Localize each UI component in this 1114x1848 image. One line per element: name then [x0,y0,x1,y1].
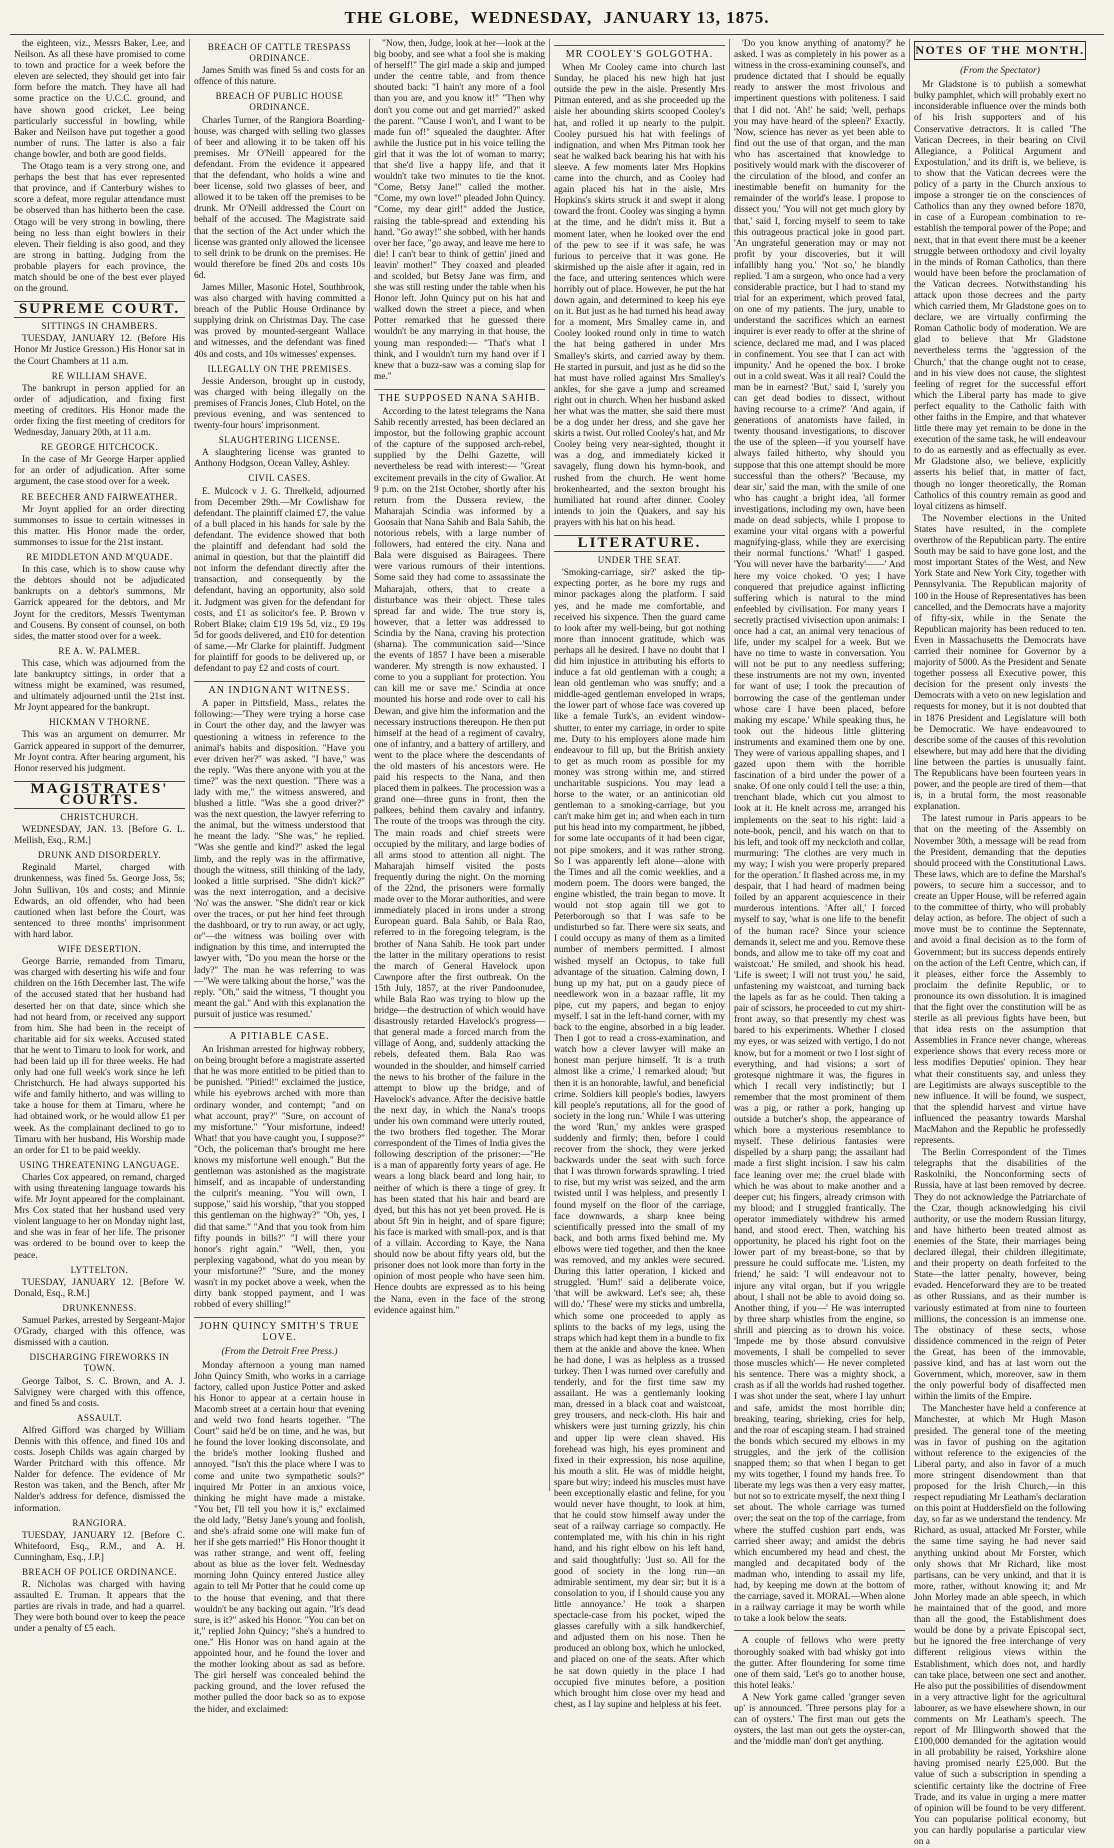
slaughter-text: A slaughtering license was granted to Anthony Hodgson, Ocean Valley, Ashley. [194,448,365,470]
case-text-hitchcock: In the case of Mr George Harper applied for an order of adjudication. After some argument, the case stood over for a week. [14,455,185,488]
cattle-trespass-heading: BREACH OF CATTLE TRESPASS ORDINANCE. [207,42,352,64]
slaughter-heading: SLAUGHTERING LICENSE. [218,435,341,446]
paper-name: THE GLOBE, [344,8,460,27]
police-ordinance-text: R. Nicholas was charged with having assaulted E. Truman. It appears that the parties are rivals in trade, and had a quarrel. They were both bound over to keep the peace under a penalty of £5 each. [14,1580,185,1635]
column-3 [370,39,550,1491]
threatening-heading: USING THREATENING LANGUAGE. [19,1159,180,1170]
true-love-text: Monday afternoon a young man named John Quincy Smith, who works in a carriage factory, called upon Justice Potter and asked his Honor to appear at a certain house in Macomb street at a certain hour that evening and weld two fond hearts together. "The Court" said he'd be on time, and he was, but he found the lover looking disconsolate, and the bride's mother looking flushed and annoyed. "Isn't this the place where I was to come and unite two sympathetic souls?" inquired Mr Potter in an anxious voice, thinking he might have made a mistake. "You bet, I'll tell you how it is," exclaimed the old lady, "Betsy Jane's young and foolish, and she's afraid some one will make fun of her if she gets married!" His Honor thought it was rather strange, and went off, feeling about as blue as the lover felt. Wednesday morning John Quincy entered Justice alley again to tell Mr Potter that he could come up to the house that evening, and that there wouldn't be any backing out again. "It's dead sure, is it?" asked his Honor. "You can bet on it," replied John Quincy; "she's a hundred to one." His Honor was on hand again at the appointed hour, and he found the lover and the mother looking about as sad as before. The girl herself was concealed behind the packing ground, and the lover refused the mother pulled the door back so as to expose the hider, and exclaimed: [194,1360,365,1715]
notes-berlin: The Berlin Correspondent of the Times telegraphs that the disabilities of the Raskolniki, the Nonconforming sects of Russia, have at last been removed by decree. They do not acknowledge the Patriarchate of the Czar, though acknowledging his civil authority, or use the modern Russian liturgy, and have hitherto been treated almost as enemies of the State, their marriages being declared illegal, their children illegitimate, and their property on death forfeited to the State—the latter penalty, however, being evaded. Henceforward they are to be treated as other Russians, and as their number is variously estimated at from nine to fourteen millions, the concession is an immense one. The obstinacy of these sects, whose dissidence commenced in the reign of Peter the Great, has been of the immovable, passive kind, and has at last worn out the Government, which, moreover, saw in them the only powerful body of disaffected men within the limits of the Empire. [914,1148,1086,1403]
column-5 [730,39,910,1748]
column-1 [10,39,190,1635]
cricket-paragraph-2: The Otago team is a very strong one, and perhaps the best that has ever represented that province, and if Canterbury wishes to score a defeat, more regular attendance must be observed than has hitherto been the case. Otago will be very strong in bowling, there being no less than eight bowlers in their eleven. Their fielding is also good, and they are strong in batting. Judging from the probable players for each province, the match should be one of the best ever played on the ground. [14,162,185,295]
paper-date: JANUARY 13, 1875. [603,8,770,27]
case-heading-middleton: RE MIDDLETON AND M'QUADE. [26,552,173,563]
supreme-court-heading: SUPREME COURT. [14,301,185,318]
true-love-heading: JOHN QUINCY SMITH'S TRUE LOVE. [194,1317,365,1343]
cricket-paragraph-1: the eighteen, viz., Messrs Baker, Lee, and Neilson. As all these have promised to come to town and practice for a week before the eleven are selected, they should get into fair form before the match. They have all had some practice on the U.C.C. ground, and have shown good cricket, Lee being particularly successful in bowling, while Baker and Neilson have put together a good number of runs. The latter is also a fair change bowler, and both are good fields. [14,39,185,160]
case-text-palmer: This case, which was adjourned from the late bankruptcy sittings, in order that a witness might be examined, was resumed, and ultimately adjourned until the 21st inst. Mr Joynt appeared for the bankrupt. [14,658,185,714]
fireworks-text: George Talbot, S. C. Brown, and A. J. Salvigney were charged with this offence, and fined 5s and costs. [14,1376,185,1409]
case-text-shave: The bankrupt in person applied for an order of adjudication, and fixing first meeting of creditors. His Honor made the order fixing the first meeting of creditors for Wednesday, January 20th, at 11 a.m. [14,383,185,439]
case-text-middleton: In this case, which is to show cause why the debtors should not be adjudicated bankrupts on a debtor's summons, Mr Garrick appeared for the debtors, and Mr Joynt for the creditors, Messrs Twentyman and Cousens. By consent of counsel, on both sides, the matter stood over for a week. [14,565,185,642]
fireworks-heading: DISCHARGING FIREWORKS IN TOWN. [29,1352,170,1374]
threatening-text: Charles Cox appeared, on remand, charged with using threatening language towards his wife. Mr Joynt appeared for the complainant. Mrs Cox stated that her husband used very violent language to her on Monday night last, and she was in fear of her life. The prisoner was ordered to be bound over to keep the peace. [14,1172,185,1261]
paper-day: WEDNESDAY, [470,8,593,27]
christchurch-subheading: CHRISTCHURCH. [60,812,139,822]
notes-heading: NOTES OF THE MONTH. [914,41,1086,60]
notes-manchester: The Manchester have held a conference at Manchester, at which Mr Hugh Mason presided. The general tone of the meeting was in favor of pushing on the agitation without reference to the exigencies of the Liberal party, and also in favor of a much more stringent disendowment than that proposed for the Irish Church,—in this respect repudiating Mr Leatham's declaration on this point at Huddersfield on the following day, so far as we understand the tendency. Mr Richard, as usual, attacked Mr Forster, while the same time saying he had never said anything unkind about Mr Forster, which only shows that Mr Richard, like most partisans, can be very unkind, and that it is more, rather, without knowing it; and Mr John Morley made an able speech, in which he maintained that of the good, and more than all the good, the Establishment does would be done by a private Episcopal sect, but he ignored the free interchange of very different religious views within the Establishment, which does not, and hardly can take place, between one sect and another. He also put the possibilities of disendowment in a very attractive light for the agricultural labourer, as we have elsewhere shown, in our comments on Mr Leatham's speech. The report of Mr Illingworth showed that the £100,000 demanded for the agitation would in all probability be raised, Yorkshire alone having promised nearly £25,000. But the value of such a subscription in spending a scientific certainty like the doctrine of Free Trade, and its value in urging a mere matter of opinion will be found to be very different. You can popularise political economy, but you can hardly popularise a particular view on a [914,1404,1086,1847]
lyttelton-subheading: LYTTELTON. [70,1264,129,1275]
assault-text: Alfred Gifford was charged by William Dennis with this offence, and fined 10s and costs. Joseph Childs was again charged by Warder Pritchard with this offence. Mr Nalder for defence. The evidence of Mr Reston was taken, and the Bench, after Mr Nalder's address for defence, dismissed the information. [14,1425,185,1514]
indignant-witness-heading: AN INDIGNANT WITNESS. [194,681,365,696]
whisky-anecdote: A couple of fellows who were pretty thoroughly soaked with bad whisky got into the gutter. After floundering for some time one of them said, 'Let's go to another house, this hotel leaks.' [734,1636,905,1691]
drunkenness-text: Samuel Parkes, arrested by Sergeant-Major O'Grady, charged with this offence, was dismissed with a caution. [14,1316,185,1349]
case-heading-shave: RE WILLIAM SHAVE. [51,370,148,381]
case-heading-beecher: RE BEECHER AND FAIRWEATHER. [21,491,178,502]
illegally-text: Jessie Anderson, brought up in custody, was charged with being illegally on the premises of Francis Jones, Club Hotel, on the previous evening, and was sentenced to twenty-four hours' imprisonment. [194,376,365,432]
illegally-heading: ILLEGALLY ON THE PREMISES. [207,363,352,374]
masthead [10,8,1104,35]
rangiora-intro: TUESDAY, JANUARY 12. [Before C. Whitefoord, Esq., R.M., and A. H. Cunningham, Esq., J.P.] [14,1530,185,1563]
pitiable-case-text: An Irishman arrested for highway robbery, on being brought before a magistrate asserted that he was more entitled to be pitied than to be punished. "Pitied!" exclaimed the justice, while his eyebrows arched with more than ordinary wonder, and contempt; "and on what account, pray?" "Sure, on account of my misfortune." "Your misfortune, indeed! What! that you have caught you, I suppose?" "Och, the policeman that's brought me here knows my misfortune well enough." But the gentleman was astonished as the magistrate himself, and as incapable of understanding the culprit's meaning. "You will own, I suppose," said his worship, "that you stopped this gentleman on the highway?" "Oh, yes, I did that same." "And that you took from him fifty pounds in bills?" "I will there your honor's right again." "Well, then, you perplexing vagabond, what do you mean by your misfortune?" "Sure, and the money wasn't in my pocket above a week, when the dirty bank stopped payment, and I was robbed of every shilling!" [194,1045,365,1311]
notes-us-elections: The November elections in the United States have resulted, in the complete overthrow of the Republican party. The entire South may be said to have gone lost, and the most important States of the West, and New York State and New York City, together with Pennsylvania. The Republican majority of 100 in the House of Representatives has been cancelled, and the Democrats have a majority of fifty-six, while in the Senate the Republican majority has been reduced to ten. Even in Massachusetts the Democrats have carried their nominee for Governor by a majority of 5000. As the President and Senate together possess all Executive power, this decision for the present only invests the Democrats with a veto on new legislation and requests for money, but it is not doubted that in 1876 President and Legislature will both be Democratic. We have endeavoured to describe some of the causes of this revolution elsewhere, but may add here that the dividing line between the parties is unusually faint. The Republicans have been fourteen years in power, and the people are tired of them—that is, in a brutal form, the most reasonable explanation. [914,513,1086,813]
drunkenness-heading: DRUNKENNESS. [62,1302,137,1313]
golgotha-heading: MR COOLEY'S GOLGOTHA. [554,45,725,60]
nana-sahib-heading: THE SUPPOSED NANA SAHIB. [374,389,545,404]
golgotha-text: When Mr Cooley came into church last Sunday, he placed his new high hat just outside the pew in the aisle. Presently Mrs Pitman entered, and as she proceeded up the aisle her abounding skirts scooped Cooley's hat, and rolled it up nearly to the pulpit. Cooley pursued his hat with feelings of indignation, and when Mrs Pitman took her seat he walked back bearing his hat with his sleeve. A few moments later Mrs Hopkins came into the church, and as Cooley had again placed his hat in the aisle, Mrs Hopkins's skirts struck it and swept it along toward the front. Cooley was singing a hymn at the time, and he didn't miss it. But a moment later, when he looked over the end of the pew to see if it was safe, he was furious to perceive that it was gone. He skirmished up the aisle after it again, red in the face, and uttering sentences which were horribly out of place. However, he put the hat down again, and determined to keep his eye on it. But just as he had turned his head away for a moment, Mrs Smalley came in, and Cooley looked round only in time to watch the hat being gathered in under Mrs Smalley's skirts, and carried away by them. He started in pursuit, and just as he did so the hat must have rolled against Mrs Smalley's ankles, for she gave a jump and screamed right out in church. When her husband asked her what was the matter, she said there must be a dog under her dress, and she gave her skirts a twist. Out rolled Cooley's hat, and Mr Cooley being very near-sighted, thought it was a dog, and immediately kicked it savagely, flung down his hymn-book, and rushed from the church. He went home brokenhearted, and the sexton brought his humiliated hat round after dinner. Cooley intends to join the Quakers, and say his prayers with his hat on his head. [554,63,725,528]
true-love-continued: "Now, then, Judge, look at her—look at the big booby, and see what a fool she is making of herself!" The girl made a skip and jumped under the centre table, and from thence shouted back: "I hain't any more of a fool than you are, and you know it!" "Then why don't you come out and get married?" asked the parent. "'Cause I won't, and I want to be made fun of!" squealed the daughter. After awhile the Justice put in his voice telling the girl that it was the lot of woman to marry; that she'd live a happy life, and that it wouldn't take two minutes to tie the knot. "Come, Betsy Jane!" called the mother. "Come, my own love!" pleaded John Quincy. "Come, my dear girl!" added the Justice, raising the table-spread and extending his hand. "Go away!" she sobbed, with her hands over her face, "go away, and leave me here to die! I can't bear to think of gettin' jined and leavin' mother!" They coaxed and pleaded and scolded, but Betsy Jane was firm, and she was still resting under the table when his Honor left. John Quincy put on his hat and walked down the street a piece, and when Potter remarked that he guessed there wouldn't be any marrying in that house, the young man responded:— "That's what I think, and I wouldn't turn my hand over if I knew that a buzz-saw was a coming slap for me." [374,39,545,382]
pitiable-case-heading: A PITIABLE CASE. [194,1027,365,1042]
true-love-source: (From the Detroit Free Press.) [221,1346,338,1357]
notes-paris: The latest rumour in Paris appears to be that on the meeting of the Assembly on November 30th, a message will be read from the President, demanding that the deputies should proceed with the Constitutional Laws. These laws, which are to define the Marshal's powers, to secure him a successor, and to create an Upper House, will be referred again to the committee of thirty, who will probably delay action, as before. The object of such a move must be to continue the Septennate, and avoid a final decision as to the form of Government; but its success depends entirely on the action of the Left Centre, which can, if it pleases, either force the Assembly to proclaim the definite Republic, or to pronounce its own dissolution. It is imagined that the fight over the constitution will be as sterile as all previous fights have been, but that idea rests on the assumption that Assemblies in France never change, whereas experience shows that every recess more or less modifies Deputies' opinion. They hear what their constituents say, and unless they are Legitimists are always susceptible to the new influence. It will be found, we suspect, that the splendid harvest and virtue have influenced the peasantry towards Marshal MacMahon and the Republic he professedly represents. [914,814,1086,1147]
magistrates-heading: MAGISTRATES' COURTS. [14,781,185,809]
civil-cases-text: E. Mulcock v J. G. Threlkeld, adjourned from December 29th.—Mr Cowlishaw for defendant. The plaintiff claimed £7, the value of a bull placed in his hands for sale by the defendant. The evidence showed that both the plaintiff and defendant had sold the animal in question, but that the plaintiff did not inform the defendant directly after the transaction, and consequently by the defendant, having an opportunity, also sold it. Judgment was given for the defendant for costs, and £1 as solicitor's fee. P. Brown v Robert Blake; claim £19 19s 5d, viz., £9 19s 5d for goods delivered, and £10 for detention of same.—Mr Clarke for plaintiff. Judgment for plaintiff for goods to be delivered up, or defendant to pay £2 and costs of court. [194,486,365,675]
nana-sahib-text: According to the latest telegrams the Nana Sahib recently arrested, has been declared an impostor, but the following graphic account of the capture of the supposed arch-rebel, supplied by the Delhi Gazette, will nevertheless be read with interest:— "Great excitement prevails in the city of Gwalior. At 9 p.m. on the 21st October, shortly after his return from the Dussera review, the Maharajah Scindia was informed by a Goosain that Nana Sahib and Bala Sahib, the notorious rebels, with a large number of followers, had entered the city. Nana and Bala were disguised as Bairagees. There were various rumours of their intentions. Some said they had come to assassinate the Maharajah, others, that to create a disturbance was their object. These tales spread far and wide. The true story is, however, that a letter was addressed to Scindia by the Nana, craving his protection (sharna). The communication said—'Since the events of 1857 I have been a miserable wanderer. My strength is now exhausted. I come to you a suppliant for protection. You can kill me or save me.' Scindia at once mounted his horse and rode over to call his Dewan, and give him the information and the necessary instructions thereupon. He then put himself at the head of a regiment of cavalry, one of infantry, and a battery of artillery, and went to the place where the descendants of the old masters of his ancestors were. He paid his respects to the Nana, and then placed them in palkees. The procession was a grand one—three guns in front, then the palkees, behind them cavalry and infantry. The route of the troops was through the city. The main roads and chief streets were occupied by the military, and large bodies of all arms stood to attention all night. The Maharajah himself visited the posts frequently during the night. On the morning of the 22nd, the prisoners were formally made over to the Morar authorities, and were immediately placed in irons under a strong European guard. Bala Sahib, or Bala Rao, referred to in the foregoing telegram, is the brother of Nana Sahib. He took part under the latter in the military operations to resist the march of General Havelock upon Cawnpore after the first outbreak. On the 15th July, 1857, at the river Pandoonudee, while Bala Rao was trying to blow up the bridge—the destruction of which would have disastrously retarded Havelock's progress—that general made a forced march from the village of Aong, and, suddenly attacking the rebels, defeated them. Bala Rao was wounded in the shoulder, and himself carried the news to his brother of the failure in the attempt to blow up the bridge, and of Havelock's advance. After the decisive battle the next day, in which the Nana's troops under his own command were utterly routed, the two brothers fled together. The Morar correspondent of the Times of India gives the following description of the prisoner:—"He is a man of apparently forty years of age. He wears a long black beard and long hair, to neither of which is there a tinge of grey. It has been stated that his hair and beard are dyed, but this has not yet been proved. He is about 5ft 9in in height, and of spare figure; his face is marked with small-pox, and is that of a villain. According to Kaye, the Nana should now be about fifty years old, but the prisoner does not look more than forty in the opinion of most people who have seen him. Hence doubts are expressed as to his being the Nana, even in the face of the strong evidence against him." [374,407,545,1316]
literature-heading: LITERATURE. [554,535,725,552]
civil-cases-heading: CIVIL CASES. [248,473,311,484]
chambers-intro: TUESDAY, JANUARY 12. (Before His Honor Mr Justice Gresson.) His Honor sat in the Court Chambers at 11 a.m. [14,334,185,367]
police-ordinance-heading: BREACH OF POLICE ORDINANCE. [21,1567,177,1577]
granger-anecdote: A New York game called 'granger seven up' is announced. 'Three persons play for a can of oysters.' The first man out gets the oysters, the last man out gets the oyster-can, and the 'middle man' don't get anything. [734,1692,905,1748]
assault-heading: ASSAULT. [76,1412,123,1423]
column-2 [190,39,370,1715]
indignant-witness-text: A paper in Pittsfield, Mass., relates the following:—'They were trying a horse case in Court the other day, and the lawyer was questioning a witness in reference to the animal's habits and disposition. "Have you ever driven her?" was asked. "I have," was the reply. "Was there anyone with you at the time?" was the next question. "There was a lady with me," the witness answered, and blushed a little. "Was she a good driver?" was the next question, the lawyer referring to the animal, but the witness understood that he meant the lady. "She was," he replied. "Was she gentle and kind?" asked the legal limb, and the reply was in the affirmative, though the witness, still thinking of the lady, looked a little surprised. "She didn't kick?" was the next interrogation, and a decisive 'No' was the answer. "She didn't rear or kick over the traces, or put her hind feet through the dashboard, or try to run away, or act ugly, or"—the witness was boiling over with indignation by this time, and interrupted the lawyer with, "Do you mean the horse or the lady?" The man he was referring to was—"We were talking about the horse," was the reply. "Oh," said the witness, "I thought you meant the gal." And with this explanation the pursuit of justice was resumed.' [194,699,365,1020]
column-4 [550,39,730,1710]
wife-desertion-heading: WIFE DESERTION. [57,944,142,955]
masonic-hotel-text: James Miller, Masonic Hotel, Southbrook, was also charged with having committed a breach of the Public House Ordinance by supplying drink on Christmas Day. The case was proved by mounted-sergeant Wallace and witnesses, and the defendant was fined 40s and costs, and 10s witnesses' expenses. [194,282,365,360]
public-house-heading: BREACH OF PUBLIC HOUSE ORDINANCE. [215,91,344,113]
under-the-seat-text: 'Smoking-carriage, sir?' asked the tip-expecting porter, as he bore my rugs and minor packages along the platform. I said yes, and he made me comfortable, and received his sixpence. Then the guard came to look after my well-being, but got nothing more than innocent gratitude, which was perhaps all he desired. I have no doubt that I did him injustice in attributing his efforts to induce a fat old gentleman with a cough; a lean old gentleman who was snuffy; and a middle-aged gentleman enveloped in wraps, the lower part of whose face was covered up like a female Turk's, an evident window-shutter, to enter my carriage, in order to spite me. Duty to his employers alone made him endeavour to fill up, but the British anxiety to get as much room as possible for my money was strong within me, and stirred uncharitable suspicions. You may lead a horse to the water, or an antinicotian old gentleman to a smoking-carriage, but you can't make him get in; and when each in turn put his head into my compartment, he jibbed, for some late occupants of it had been cigar, not pipe smokers, and it was rather strong. So I was apparently left alone—alone with the Times and all the comic weeklies, and a modern poem. The doors were banged, the engine whistled, the train began to move. It would not stop again till we got to Peterborough so that I was safe to be undisturbed so far. There were six seats, and I could occupy as many of them as a limited number of members permitted. I almost wished myself an Octopus, to take full advantage of the situation. Calming down, I hung up my hat, put on a gaudy piece of needlework won in a bazaar raffle, lit my pipe, cut my papers, and began to enjoy myself. I sat in the left-hand corner, with my back to the engine, absorbed in a big leader. Then I got to read a cross-examination, and watch how a clever lawyer will make an honest man perjure himself. 'It is a truth almost like a crime,' I remarked aloud; 'but then it is an honorable, lawful, and beneficial crime. Soldiers kill people's bodies, lawyers kill people's reputations, all for the good of society in the long run.' While I was uttering the word 'Run,' my ankles were grasped suddenly and firmly; then, before I could recover from the shock, they were jerked backwards under the seat with such force that I was thrown forwards sprawling. I tried to rise, but my wrist was seized, and the arm twisted until I was helpless, and presently I found myself on the floor of the carriage, face downwards, a sharp knee being scientifically pressed into the small of my back, and both arms fixed behind me. My elbows were tied together, and then the knee was removed, and my ankles were secured. During this latter operation, I kicked and struggled. 'Hum!' said a deliberate voice, 'that will be awkward. Let's see; ah, these will do.' 'These' were my sticks and umbrella, which some one proceeded to apply as splints to the backs of my legs, using the straps which had kept them in a bundle to fix them at the ankle and above the knee. When he had done, I was as helpless as a trussed turkey. Then I was turned over carefully and tenderly, and for the first time saw my assailant. He was a gentlemanly looking man, dressed in a black coat and waistcoat, grey trousers, and neck-cloth. His hair and whiskers were just turning grizzly, his chin and upper lip were clean shaved. His forehead was high, his eyes prominent and fixed in their expression, his nose aquiline, his mouth a slit. He was of middle height, spare but wiry; indeed his muscles must have been exceptionally elastic and feline, for you would never have thought, to look at him, that he could stow himself away under the seat of a railway carriage so compactly. He contemplated me, with his chin in his right hand, and his right elbow on his left hand, and said thoughtfully: 'Just so. All for the good of society in the long run—an admirable sentiment, my dear sir; but it is a consolation to you, if I should cause you any little annoyance.' He took a sharpen spectacle-case from his pocket, wiped the glasses carefully with a silk handkerchief, and adjusted them on his nose. Then he produced an oblong box, which he unlocked, and placed on one of the seats. After which he sat down quietly in the place I had occupied five minutes before, a position which brought him close over my head and chest, as I lay supine and helpless at his feet. [554,568,725,1710]
lyttelton-intro: TUESDAY, JANUARY 12. [Before W. Donald, Esq., R.M.] [14,1277,185,1299]
columns [10,39,1104,1847]
cattle-trespass-text: James Smith was fined 5s and costs for an offence of this nature. [194,66,365,88]
case-heading-hitchcock: RE GEORGE HITCHCOCK. [40,442,159,453]
public-house-text: Charles Turner, of the Rangiora Boarding-house, was charged with selling two glasses of beer and allowing it to be taken off his premises. Mr O'Neill appeared for the defendant. From the evidence it appeared that the defendant, who holds a wine and beer license, sold two glasses of beer, and allowed it to be taken off the premises to be drunk. Mr O'Neill addressed the Court on behalf of the accused. The Magistrate said that the section of the Act under which the license was granted only allowed the licensee to sell drink to be drunk on the premises. He would therefore be fined 20s and costs 10s 6d. [194,115,365,281]
notes-gladstone: Mr Gladstone is to publish a somewhat bulky pamphlet, which will probably exert no inconsiderable influence over the minds both of his Irish supporters and of his Conservative detractors. It is called 'The Vatican Decrees, in their bearing on Civil Allegiance, a Political Argument and Expostulation,' and its drift is, we believe, is to show that the Vatican decrees were the policy of a party in the Church anxious to impose a stronger tie on the consciences of Catholics than any they owned before 1870, in case of a European combination to re-establish the temporal power of the Pope; and next, that in that event there must be a keener struggle between orthodoxy and civil loyalty in the minds of Roman Catholics, than there would have been before the proclamation of the Vatican decrees. Notwithstanding his attack upon those decrees and the party which carried them, Mr Gladstone goes on to declare, we are virtually confirming the Roman Catholic body of moderation. We are glad to believe that Mr Gladstone nevertheless terms the 'aggression of the Church,' that the change ought not to cease, and in his view does not cause, the slightest feeling of regret for the successful effort which the Liberal party has made to give perfect equality to the Catholic faith with other faiths in the Empire, and that whatever little there may yet remain to be done in the execution of the same task, he will endeavour to do as earnestly and as effectually as ever. Mr Gladstone also, we believe, explicitly asserts his belief that, in matter of fact, though no longer theoretically, the Roman Catholics of this country remain as good and loyal citizens as himself. [914,80,1086,512]
magistrates-intro: WEDNESDAY, JAN. 13. [Before G. L. Mellish, Esq., R.M.] [14,825,185,847]
wife-desertion-text: George Barrie, remanded from Timaru, was charged with deserting his wife and four children on the 16th December last. The wife of the accused stated that her husband had deserted her on that date, since which she had not heard from, or received any support from him. She had been in the receipt of charitable aid for six weeks. Accused stated that he went to Timaru to look for work, and had been laid up ill for three weeks. He had only had one full week's work since he left Christchurch. He had always supported his wife and family hitherto, and was willing to take a house for them at Timaru, where he had obtained work, or he would allow £1 per week. As the complainant declined to go to Timaru with her husband, His Worship made an order for £1 to be paid weekly. [14,957,185,1156]
case-heading-hickman: HICKMAN V THORNE. [49,717,150,728]
notes-source: (From the Spectator) [960,66,1040,77]
drunk-text: Reginald Martel, charged with drunkenness, was fined 5s. George Joss, 5s; John Sullivan, 10s and costs; and Minnie Edwards, an old offender, who had been cautioned when last before the Court, was sentenced to three months' imprisonment with hard labor. [14,863,185,940]
case-text-hickman: This was an argument on demurrer. Mr Garrick appeared in support of the demurrer, Mr Joynt contra. After hearing argument, his Honor reserved his judgment. [14,730,185,774]
case-heading-palmer: RE A. W. PALMER. [58,645,141,656]
case-text-beecher: Mr Joynt applied for an order directing summonses to issue to certain witnesses in this matter. His Honor made the order, summonses to issue for the 21st instant. [14,504,185,548]
drunk-heading: DRUNK AND DISORDERLY. [37,850,162,861]
under-the-seat-continued: 'Do you know anything of anatomy?' he asked. I was as completely in his power as a witness in the cross-examining counsel's, and prudence dictated that I should be equally ready to answer the most frivolous and impertinent questions with politeness. I said that I did not. 'Ah!' he said; 'well, perhaps you may have heard of the spleen?' Exactly. 'Now, science has never as yet been able to find out the use of that organ, and the man who has ascertained that knowledge to positively would mark with the discoverer of the circulation of the blood, and confer an inestimable benefit on humanity for the remainder of the world's lease. I propose to dissect you.' 'You will not get much glory by that,' said I, forcing myself to seem to take this outrageous practical joke in good part. 'An ungrateful generation may or may not profit by your discoveries, but it will infallibly hang you.' 'Not so,' he blandly replied. 'I am a surgeon, who once had a very considerable practice, but I had to stand my trial for an experiment, which proved fatal, on one of my patients. The jury, unable to understand the sacrifices which an earnest inquirer is ever ready to offer at the shrine of science, declared me mad, and I was placed in confinement. You see that I can act with impunity.' And he opened the box. I broke out in a cold sweat. Was it all real? Could the man be in earnest? 'But,' said I, 'surely you can get dead bodies to dissect, without having recourse to a crime?' 'And again, if generations of anatomists have failed, in twenty thousand investigations, to discover the use of the spleen—if you yourself have always failed hitherto, why should you suppose that this one attempt should be more successful than the others?' 'Because, my dear sir,' said the man, with the smile of one who has caught a bright idea, 'all former investigations, including my own, have been made on dead subjects, while I propose to examine your vital organs with a powerful magnifying-glass, while they are exercising their normal functions.' 'What!' I gasped. 'You will never have the barbarity'——' And here my voice choked. 'O yes; I have conquered that prejudice against inflicting suffering which is natural to the mind enfeebled by civilisation. For many years I secretly practised vivisection upon animals: I once had a cat, an animal very tenacious of life, under my scalpel for a week. But we have no time to waste in conversation. You will not be put to any needless suffering; these instruments are not my own, invented for want of use; I took the precaution of borrowing the case of the gentleman under whose care I have been placed, before making my escape.' While speaking thus, he took out the hideous little glittering instruments and examined them one by one. They were of various appalling shapes, and I gazed upon them with the horrible fascination of a bird under the power of a snake. Of one only could I tell the use: a thin, trenchant blade, which cut you almost to look at it. He knelt across me, arranged his implements on the seat to his right: laid a note-book, pencil, and his watch on that to his left, and took off my neckcloth and collar, murmuring: 'The clothes are very much in my way; I wish you were properly prepared for the operation.' It flashed across me, in my despair, that I had heard of madmen being foiled by an apparent acquiescence in their murderous intentions. 'After all,' I forced myself to say, 'what is one life to the benefit of the human race? Since your science demands it, select me and you. Remove these bonds, and allow me to take off my coat and waistcoat.' He smiled, and shook his head. 'Life is sweet; I will not trust you,' he said, unfastening my waistcoat, and turning back the lapels as far as he could. Then taking a pair of scissors, he proceeded to cut my shirt-front away, so that presently my chest was bared to his experiments. Whether I closed my eyes, or was seized with vertigo, I do not know, but for a moment or two I lost sight of everything, and had visions; a sort of grotesque nightmare it was, the figures in which I recall very indistinctly; but I remember that the most prominent of them was a pig, or rather a pork, hanging up outside a butcher's shop, the appearance of which bore a mysterious resemblance to myself. These delirious fantasies were dispelled by a sharp pang; the assailant had made a first slight incision. I saw his calm face leaning over me; the cruel blade with which he was about to make another and a deeper cut; his fingers, already crimson with my blood; and I struggled frantically. The operator immediately withdrew his armed hand, and stood erect. Then, watching his opportunity, he placed his right foot on the lower part of my breast-bone, so that by pressure he could suffocate me. 'Listen, my friend,' he said: 'I will endeavour not to injure any vital organ, but if you wriggle about, I shall not be able to avoid doing so. Another thing, if you—' He was interrupted by three sharp whistles from the engine, so shrill and piercing as to drown his voice. 'Impede me by those absurd convulsive movements, I shall be compelled to sever those muscles which'— He never completed his sentence. There was a mighty shock, a crash as if all the worlds had rushed together. I was shot under the seat, where I lay unhurt and safe, amidst the most horrible din; breaking, tearing, shrieking, cries for help, and the roar of escaping steam. I had strained the bonds which secured my elbows in my struggles, and the jerk of the collision snapped them; so that when I began to get my wits together, I found my hands free. To liberate my legs was then a very easy matter, but not so to extricate myself, the next thing I set about. The whole carriage was turned over; the seat on the top of the carriage, from where the stuffed cushion part ends, was carried sheer away; and amidst the debris which encumbered my head and chest, the mangled and decapitated body of the madman who, intending to assail my life, had, by keeping me down at the bottom of the carriage, saved it. MORAL—When alone in a railway carriage it may be worth while to take a look below the seats. [734,39,905,1625]
chambers-subheading: SITTINGS IN CHAMBERS. [41,321,158,332]
column-6 [910,39,1090,1847]
divider [734,1630,905,1631]
under-the-seat-heading: UNDER THE SEAT. [597,555,682,566]
rangiora-subheading: RANGIORA. [72,1517,127,1528]
